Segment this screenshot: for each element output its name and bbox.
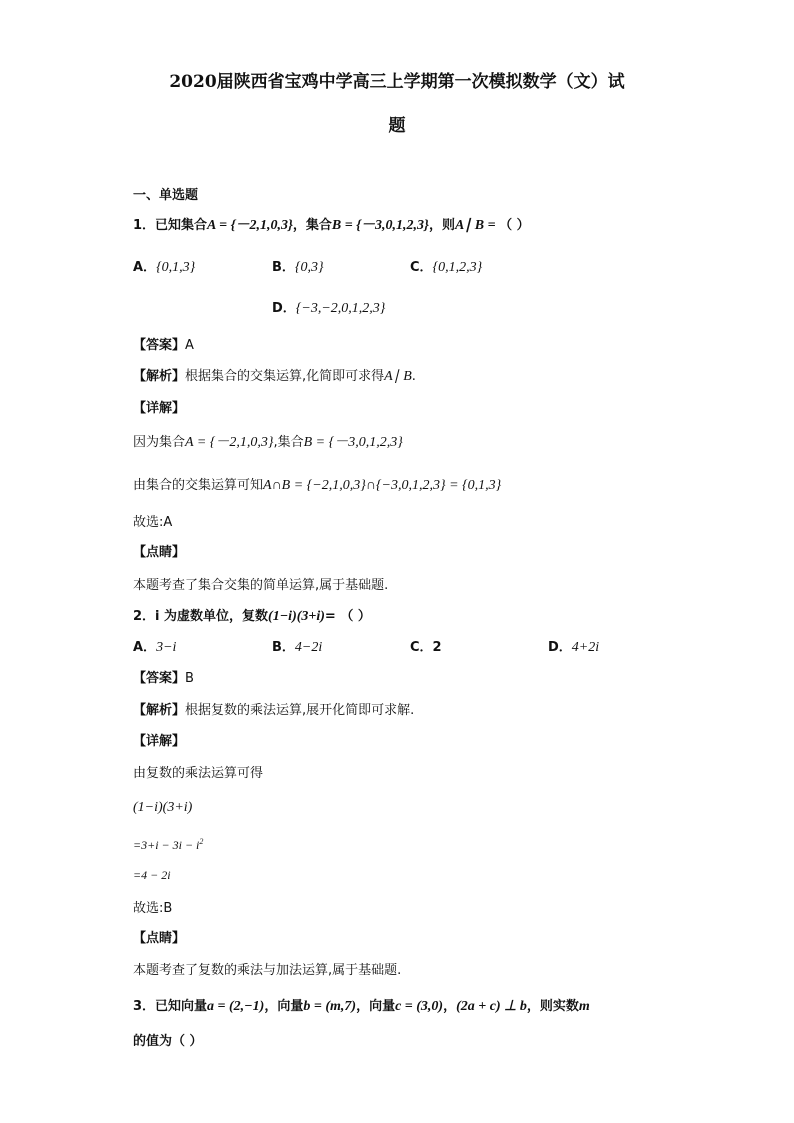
q1-option-a: A．{0,1,3}: [133, 260, 196, 275]
q1-detail-tag: 【详解】: [133, 401, 186, 416]
q1-comment: 本题考查了集合交集的简单运算,属于基础题.: [133, 578, 389, 593]
q1-detail-line2: 由集合的交集运算可知A∩B = {−2,1,0,3}∩{−3,0,1,2,3} = {0,1,3}: [133, 478, 502, 493]
q1-analysis: 【解析】根据集合的交集运算,化简即可求得A∣ B.: [133, 369, 416, 384]
q1-conclusion: 故选:A: [133, 515, 173, 530]
q1-option-d: D．{−3,−2,0,1,2,3}: [272, 301, 386, 316]
q2-analysis: 【解析】根据复数的乘法运算,展开化简即可求解.: [133, 703, 415, 718]
q1-comment-tag: 【点睛】: [133, 545, 186, 560]
doc-title-line2: 题: [388, 116, 406, 136]
q1-option-c: C．{0,1,2,3}: [410, 260, 483, 275]
q2-option-a: A．3−i: [133, 640, 177, 655]
q1-stem-c: ，则: [428, 218, 455, 233]
q1-set-b: B = {－3,0,1,2,3}: [331, 218, 429, 233]
q2-answer: 【答案】B: [133, 671, 194, 686]
q1-stem-b: ，集合: [292, 218, 332, 233]
q2-step1: (1−i)(3+i): [133, 800, 193, 815]
q3-stem-line2: 的值为（ ）: [133, 1034, 203, 1049]
q2-comment: 本题考查了复数的乘法与加法运算,属于基础题.: [133, 963, 402, 978]
q1-expr: A∣ B =: [454, 218, 500, 233]
q2-detail-line1: 由复数的乘法运算可得: [133, 766, 264, 781]
q1-answer: 【答案】A: [133, 338, 194, 353]
section-heading: 一、单选题: [133, 188, 199, 203]
q3-stem: 3．已知向量a = (2,−1)，向量b = (m,7)，向量c = (3,0)，(2a + c) ⊥ b，则实数m: [133, 999, 590, 1014]
q1-set-a: A = {－2,1,0,3}: [207, 218, 293, 233]
q1-detail-line1: 因为集合A = {－2,1,0,3},集合B = {－3,0,1,2,3}: [133, 435, 403, 450]
q1-paren: （ ）: [499, 218, 530, 233]
q2-detail-tag: 【详解】: [133, 734, 186, 749]
q2-option-c: C．2: [410, 640, 442, 655]
q1-option-b: B．{0,3}: [272, 260, 324, 275]
q1-stem-a: 1．已知集合: [133, 218, 208, 233]
q1-stem: [133, 219, 530, 233]
q2-stem: 2．i 为虚数单位，复数(1−i)(3+i)= （ ）: [133, 609, 371, 624]
q2-conclusion: 故选:B: [133, 901, 173, 916]
q2-step3: =4 − 2i: [133, 868, 171, 882]
doc-title-line1: 2020届陕西省宝鸡中学高三上学期第一次模拟数学（文）试: [169, 72, 625, 92]
q2-option-b: B．4−2i: [272, 640, 323, 655]
q2-step2: $=3+i - 3i - i^2$: [133, 837, 204, 852]
q2-option-d: D．4+2i: [548, 640, 600, 655]
q2-comment-tag: 【点睛】: [133, 931, 186, 946]
